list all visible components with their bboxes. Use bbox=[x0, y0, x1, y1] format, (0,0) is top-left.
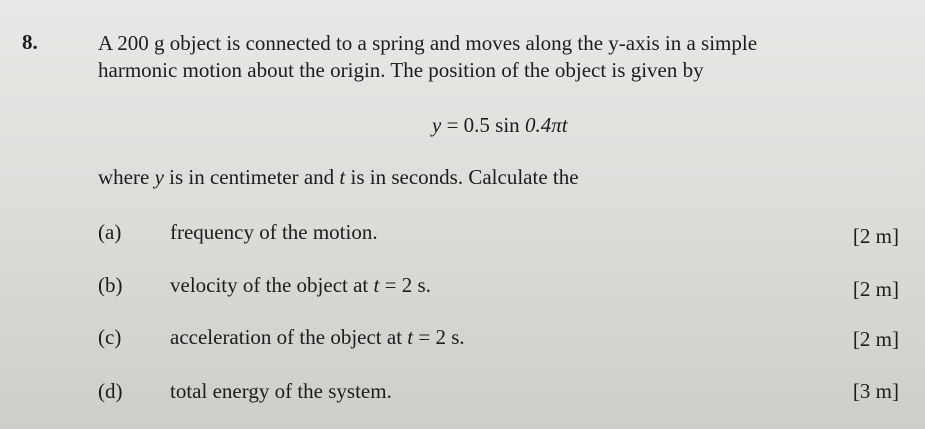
part-b bbox=[0, 273, 925, 301]
part-a bbox=[0, 220, 925, 248]
part-a-marks: [2 m] bbox=[852, 224, 899, 248]
units-text-prefix: where bbox=[98, 165, 155, 189]
equation-argument: 0.4πt bbox=[524, 113, 568, 137]
part-b-text-before: velocity of the object at bbox=[170, 273, 374, 297]
part-d-label: (d) bbox=[98, 379, 123, 403]
part-d bbox=[0, 379, 925, 407]
units-text-suffix: is in seconds. Calculate the bbox=[345, 165, 579, 189]
part-c-text bbox=[170, 325, 465, 350]
part-c-text-before: acceleration of the object at bbox=[170, 325, 408, 349]
part-d-marks: [3 m] bbox=[852, 379, 899, 403]
question-stem-line-2: harmonic motion about the origin. The position of the object is given by bbox=[98, 58, 704, 82]
question-number: 8. bbox=[22, 30, 38, 54]
equation-amplitude: 0.5 bbox=[463, 113, 490, 137]
part-a-label: (a) bbox=[98, 220, 122, 244]
question-stem bbox=[98, 30, 913, 84]
equation-function: sin bbox=[489, 113, 525, 137]
units-var-y: y bbox=[154, 165, 164, 189]
part-a-text: frequency of the motion. bbox=[170, 220, 378, 244]
part-c-marks: [2 m] bbox=[852, 327, 899, 351]
part-c-label: (c) bbox=[98, 325, 122, 349]
equation-equals: = bbox=[441, 113, 464, 137]
part-b-text-after: = 2 s. bbox=[379, 273, 431, 297]
units-statement bbox=[98, 165, 579, 190]
question-stem-line-1: A 200 g object is connected to a spring and moves along the y-axis in a simple bbox=[98, 31, 758, 55]
part-b-text bbox=[170, 273, 431, 298]
part-c-text-after: = 2 s. bbox=[413, 325, 465, 349]
units-var-t: t bbox=[339, 165, 346, 189]
units-text-mid: is in centimeter and bbox=[163, 165, 340, 189]
part-b-label: (b) bbox=[98, 273, 123, 297]
part-b-marks: [2 m] bbox=[852, 277, 899, 301]
position-equation bbox=[432, 113, 568, 138]
part-c bbox=[0, 325, 925, 353]
equation-lhs: y bbox=[432, 113, 442, 137]
part-d-text: total energy of the system. bbox=[170, 379, 392, 403]
part-c-var: t bbox=[407, 325, 414, 349]
part-b-var: t bbox=[373, 273, 380, 297]
